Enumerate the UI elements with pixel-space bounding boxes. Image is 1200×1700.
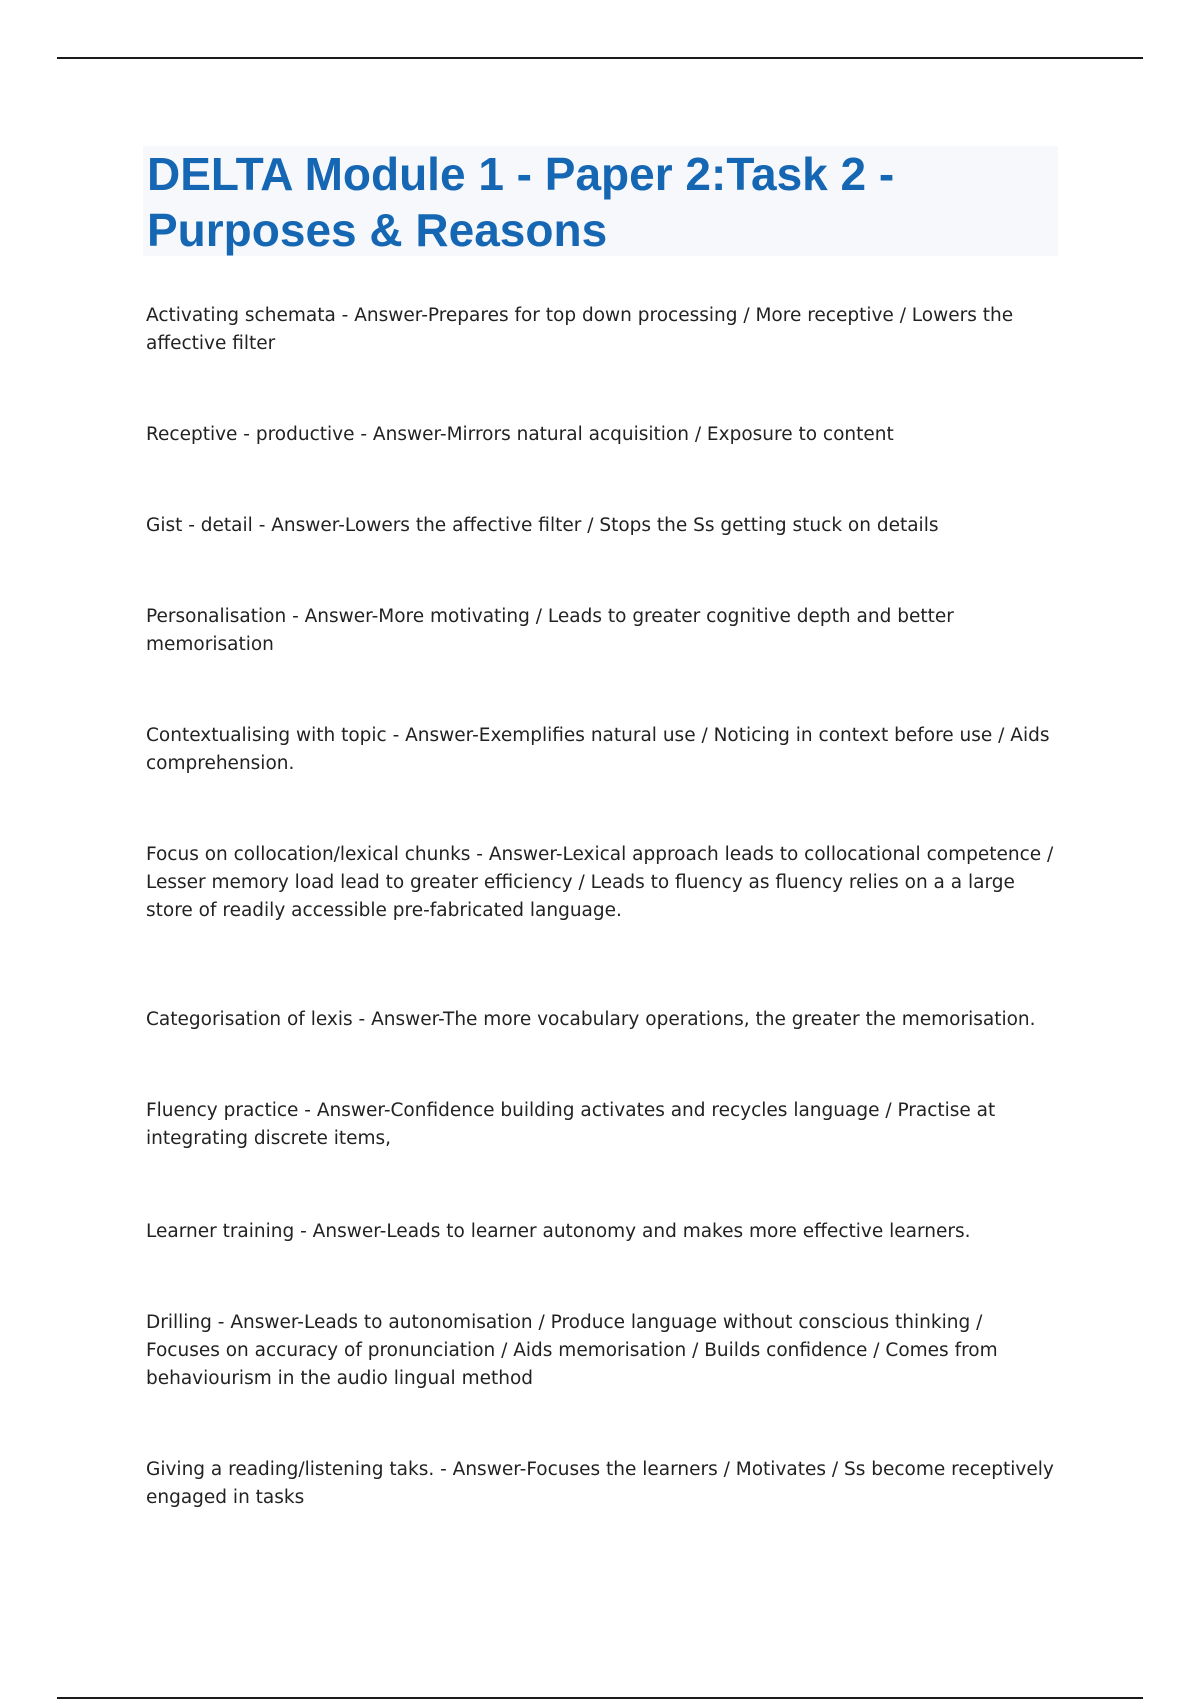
page-title: DELTA Module 1 - Paper 2:Task 2 - Purposes & Reasons — [147, 148, 895, 256]
qa-answer: Focuses the learners / Motivates / Ss become receptively engaged in tasks — [146, 1459, 1054, 1508]
qa-term: Learner training — [146, 1221, 295, 1242]
qa-answer: Leads to learner autonomy and makes more effective learners. — [386, 1221, 971, 1242]
qa-term: Focus on collocation/lexical chunks — [146, 844, 471, 865]
qa-separator: - Answer- — [354, 424, 447, 445]
qa-item — [146, 1309, 1061, 1393]
qa-answer: Lexical approach leads to collocational competence / Lesser memory load lead to greater efficiency / Leads to fluency as fluency relies on a a large store of readily accessible pre-fabricated language. — [146, 844, 1054, 921]
qa-term: Receptive - productive — [146, 424, 355, 445]
bottom-rule — [57, 1697, 1143, 1699]
qa-item — [146, 1097, 1061, 1153]
qa-separator: - Answer- — [352, 1009, 444, 1030]
qa-term: Contextualising with topic — [146, 725, 387, 746]
qa-item — [146, 512, 1061, 540]
qa-item — [146, 1218, 1061, 1246]
qa-answer: Lowers the affective filter / Stops the Ss getting stuck on details — [344, 515, 939, 536]
qa-item — [146, 421, 1061, 449]
qa-term: Categorisation of lexis — [146, 1009, 353, 1030]
qa-separator: - Answer- — [434, 1459, 527, 1480]
qa-item — [146, 302, 1061, 358]
qa-answer: Prepares for top down processing / More receptive / Lowers the affective filter — [146, 305, 1014, 354]
qa-term: Giving a reading/listening taks. — [146, 1459, 435, 1480]
qa-term: Gist - detail — [146, 515, 253, 536]
qa-answer: More motivating / Leads to greater cognitive depth and better memorisation — [146, 606, 954, 655]
qa-term: Personalisation — [146, 606, 287, 627]
qa-separator: - Answer- — [294, 1221, 387, 1242]
qa-separator: - Answer- — [211, 1312, 304, 1333]
qa-answer: Leads to autonomisation / Produce language without conscious thinking / Focuses on accuracy of pronunciation / Aids memorisation / Builds confidence / Comes from behaviourism in the audio lingual method — [146, 1312, 998, 1389]
qa-separator: - Answer- — [298, 1100, 391, 1121]
qa-separator: - Answer- — [470, 844, 563, 865]
qa-answer: Confidence building activates and recycles language / Practise at integrating discrete items, — [146, 1100, 996, 1149]
qa-separator: - Answer- — [335, 305, 428, 326]
qa-term: Fluency practice — [146, 1100, 299, 1121]
qa-term: Drilling — [146, 1312, 212, 1333]
qa-item — [146, 1456, 1061, 1512]
qa-separator: - Answer- — [252, 515, 345, 536]
qa-item — [146, 1006, 1061, 1034]
qa-answer: Exemplifies natural use / Noticing in context before use / Aids comprehension. — [146, 725, 1050, 774]
qa-item — [146, 603, 1061, 659]
qa-item — [146, 841, 1061, 925]
qa-term: Activating schemata — [146, 305, 336, 326]
title-banner — [143, 146, 1058, 256]
qa-item — [146, 722, 1061, 778]
qa-separator: - Answer- — [386, 725, 479, 746]
top-rule — [57, 57, 1143, 59]
qa-answer: Mirrors natural acquisition / Exposure to content — [446, 424, 894, 445]
qa-answer: The more vocabulary operations, the greater the memorisation. — [443, 1009, 1036, 1030]
qa-separator: - Answer- — [286, 606, 379, 627]
